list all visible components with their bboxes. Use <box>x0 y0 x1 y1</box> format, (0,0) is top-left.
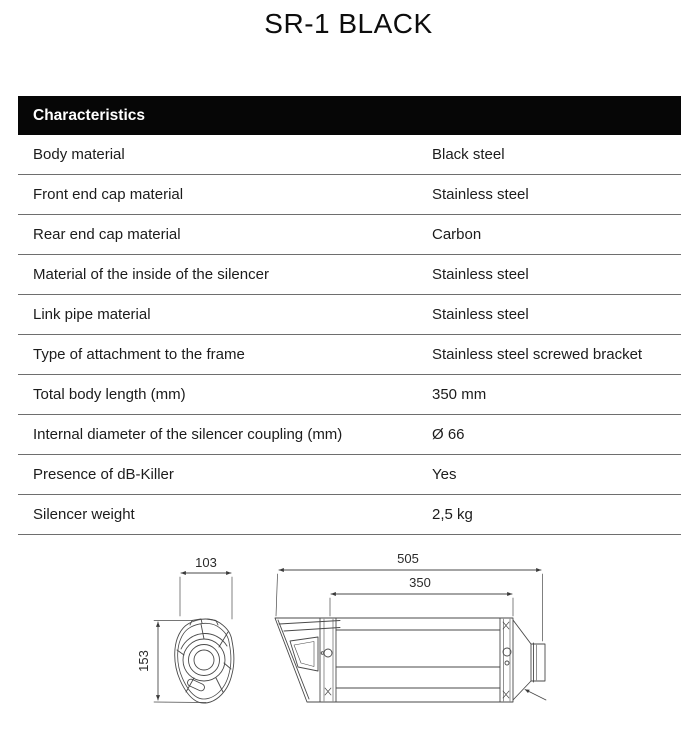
spec-value: Stainless steel <box>432 186 529 203</box>
table-header: Characteristics <box>18 96 681 135</box>
table-body <box>18 135 681 535</box>
spec-value: Ø 66 <box>432 426 465 443</box>
spec-label: Type of attachment to the frame <box>33 346 245 363</box>
technical-drawing <box>0 540 697 739</box>
characteristics-table <box>18 96 681 535</box>
spec-label: Body material <box>33 146 125 163</box>
spec-value: Stainless steel screwed bracket <box>432 346 643 363</box>
spec-row <box>18 335 681 375</box>
spec-row <box>18 415 681 455</box>
spec-value: Black steel <box>432 146 505 163</box>
spec-label: Link pipe material <box>33 306 151 323</box>
spec-label: Presence of dB-Killer <box>33 466 174 483</box>
page-title: SR-1 BLACK <box>264 8 433 39</box>
dimension-end-view-width <box>180 555 232 619</box>
spec-row <box>18 175 681 215</box>
side-view-drawing <box>275 551 546 702</box>
svg-text:103: 103 <box>195 555 217 570</box>
dimension-total-length <box>276 551 543 641</box>
spec-row <box>18 295 681 335</box>
spec-value: Stainless steel <box>432 266 529 283</box>
spec-row <box>18 495 681 535</box>
spec-row <box>18 375 681 415</box>
spec-value: 2,5 kg <box>432 506 473 523</box>
spec-value: Carbon <box>432 226 482 243</box>
spec-label: Total body length (mm) <box>33 386 186 403</box>
svg-text:153: 153 <box>136 650 151 672</box>
spec-row <box>18 255 681 295</box>
dimension-body-length <box>330 575 513 616</box>
spec-label: Rear end cap material <box>33 226 181 243</box>
spec-row <box>18 135 681 175</box>
spec-row <box>18 215 681 255</box>
svg-text:350: 350 <box>409 575 431 590</box>
spec-label: Internal diameter of the silencer coupling (mm) <box>33 426 343 443</box>
dimension-end-view-height <box>136 621 206 703</box>
spec-row <box>18 455 681 495</box>
spec-label: Silencer weight <box>33 506 135 523</box>
svg-text:505: 505 <box>397 551 419 566</box>
spec-value: Stainless steel <box>432 306 529 323</box>
spec-value: Yes <box>432 466 457 483</box>
spec-label: Front end cap material <box>33 186 184 203</box>
spec-value: 350 mm <box>432 386 487 403</box>
end-view-drawing <box>136 555 234 703</box>
spec-label: Material of the inside of the silencer <box>33 266 269 283</box>
